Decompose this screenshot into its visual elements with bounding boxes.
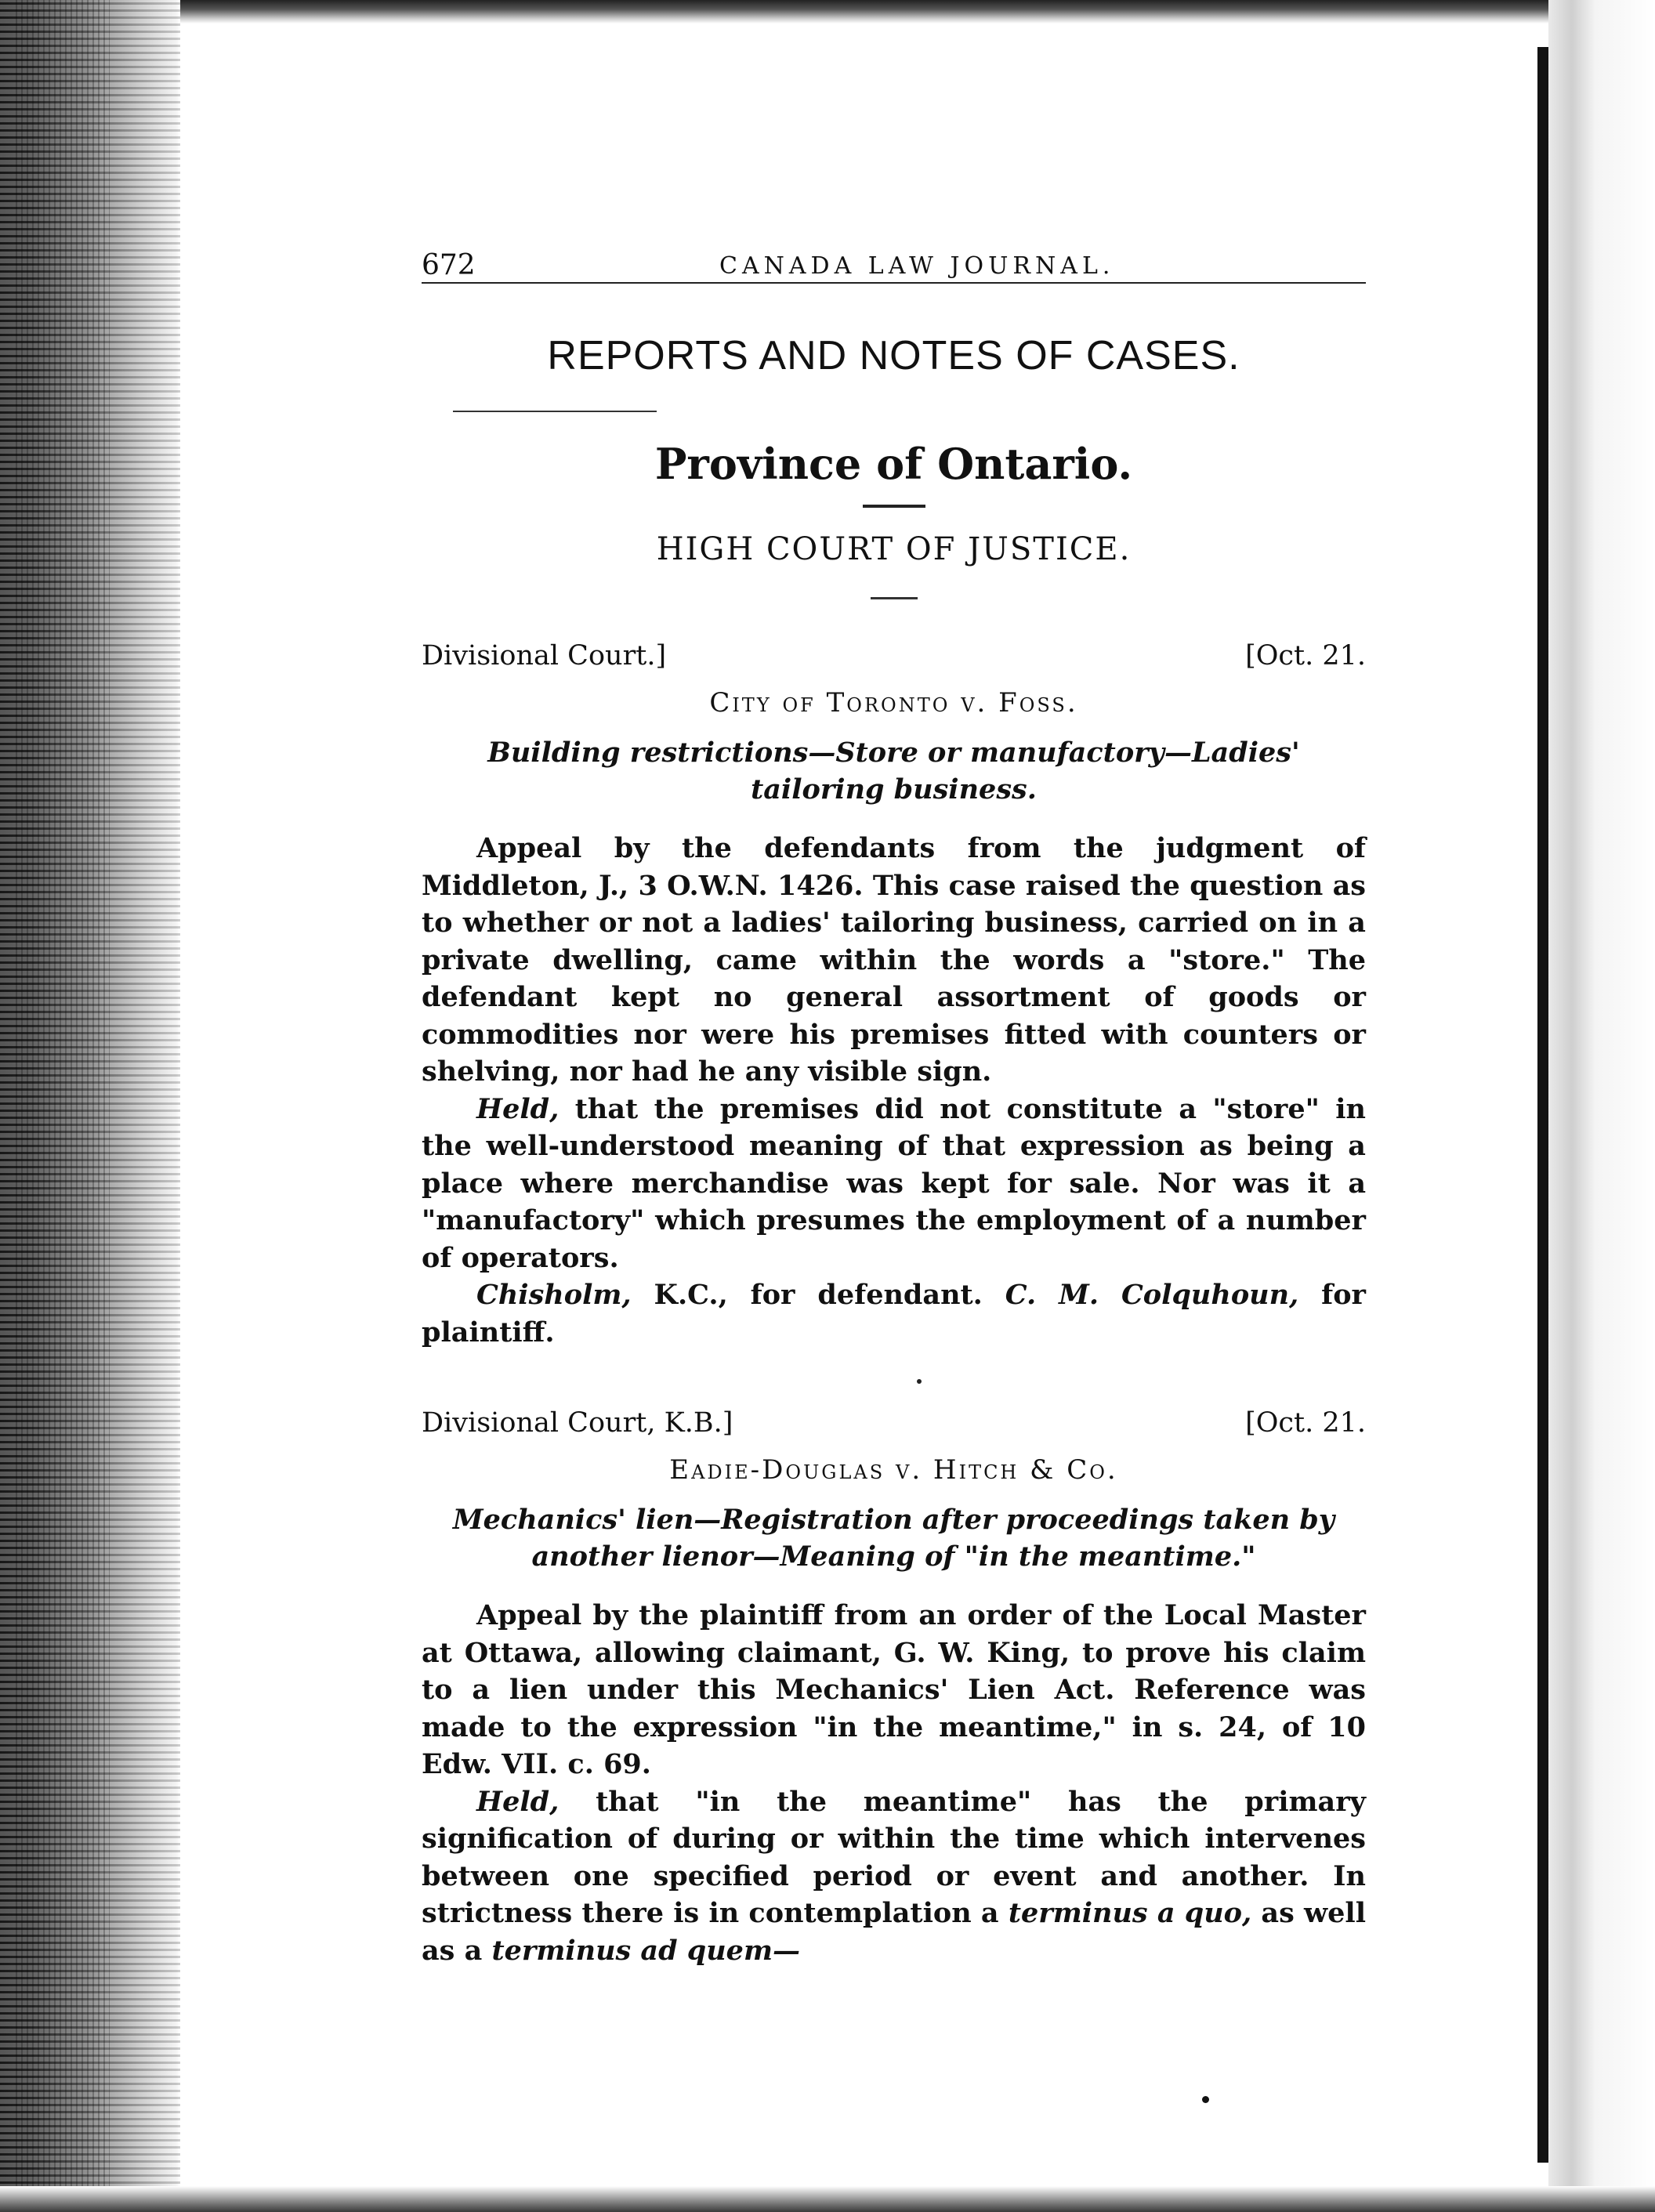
province-heading: Province of Ontario. <box>654 439 1133 489</box>
scan-edge-right <box>1548 0 1655 2212</box>
scan-binding-shadow <box>1537 47 1548 2163</box>
counsel-line <box>422 1276 1366 1351</box>
case-paragraph <box>422 1783 1366 1970</box>
held-lead: Held, <box>476 1092 560 1125</box>
paragraph-text: as well as a <box>422 1897 1366 1967</box>
divider <box>871 597 918 599</box>
latin-term: terminus ad quem— <box>491 1934 800 1967</box>
counsel-role: for plaintiff. <box>422 1279 1366 1349</box>
printer-mark <box>1202 2096 1209 2103</box>
journal-title: CANADA LAW JOURNAL. <box>719 252 1115 280</box>
held-lead: Held, <box>476 1785 560 1818</box>
counsel-role: K.C., for defendant. <box>631 1279 1005 1311</box>
paragraph-text: that the premises did not constitute a "store" in the well-understood meaning of that expression as being a place where merchandise was kept for sale. Nor was it a "manufactory" which presumes the employment of a number of operators. <box>422 1092 1366 1274</box>
case-headnote: Building restrictions—Store or manufactory—Ladies' tailoring business. <box>487 737 1300 806</box>
paragraph-text: Appeal by the defendants from the judgment of Middleton, J., 3 O.W.N. 1426. This case raised the question as to whether or not a ladies' tailoring business, carried on in a private dwelling, came within the words a "store." The defendant kept no general assortment of goods or commodities nor were his premises fitted with counters or shelving, nor had he any visible sign. <box>422 832 1366 1088</box>
case-date: [Oct. 21. <box>1245 1407 1366 1439</box>
divider <box>863 505 925 508</box>
case-paragraph <box>422 1091 1366 1277</box>
case-court: Divisional Court.] <box>422 640 667 672</box>
case-header <box>422 1407 1366 1439</box>
page-number: 672 <box>422 249 476 281</box>
latin-term: terminus a quo, <box>1008 1897 1252 1929</box>
case-header <box>422 640 1366 672</box>
court-heading: HIGH COURT OF JUSTICE. <box>656 531 1132 567</box>
section-title: REPORTS AND NOTES OF CASES. <box>547 333 1240 378</box>
case-name: Eadie-Douglas v. Hitch & Co. <box>669 1454 1118 1486</box>
scan-edge-bottom <box>0 2186 1655 2212</box>
case-name: City of Toronto v. Foss. <box>709 687 1078 719</box>
separator-dot <box>917 1379 922 1384</box>
paragraph-text: Appeal by the plaintiff from an order of the Local Master at Ottawa, allowing claimant, G. W. King, to prove his claim to a lien under this Mechanics' Lien Act. Reference was made to the expression "in the meantime," in s. 24, of 10 Edw. VII. c. 69. <box>422 1599 1366 1780</box>
scan-edge-top <box>0 0 1655 24</box>
running-head <box>422 235 1366 284</box>
case-headnote: Mechanics' lien—Registration after proceedings taken by another lienor—Meaning of "in the meantime." <box>452 1504 1335 1573</box>
case-court: Divisional Court, K.B.] <box>422 1407 733 1439</box>
paragraph-text: that "in the meantime" has the primary signification of during or within the time which intervenes between one specified period or event and another. In strictness there is in contemplation a <box>422 1785 1366 1929</box>
case-date: [Oct. 21. <box>1245 640 1366 672</box>
case-paragraph <box>422 830 1366 1091</box>
scan-edge-left <box>0 0 180 2212</box>
journal-page <box>422 235 1366 1969</box>
plaintiff-counsel: C. M. Colquhoun, <box>1005 1279 1299 1311</box>
defendant-counsel: Chisholm, <box>476 1279 632 1311</box>
divider <box>453 411 657 412</box>
case-paragraph <box>422 1597 1366 1783</box>
